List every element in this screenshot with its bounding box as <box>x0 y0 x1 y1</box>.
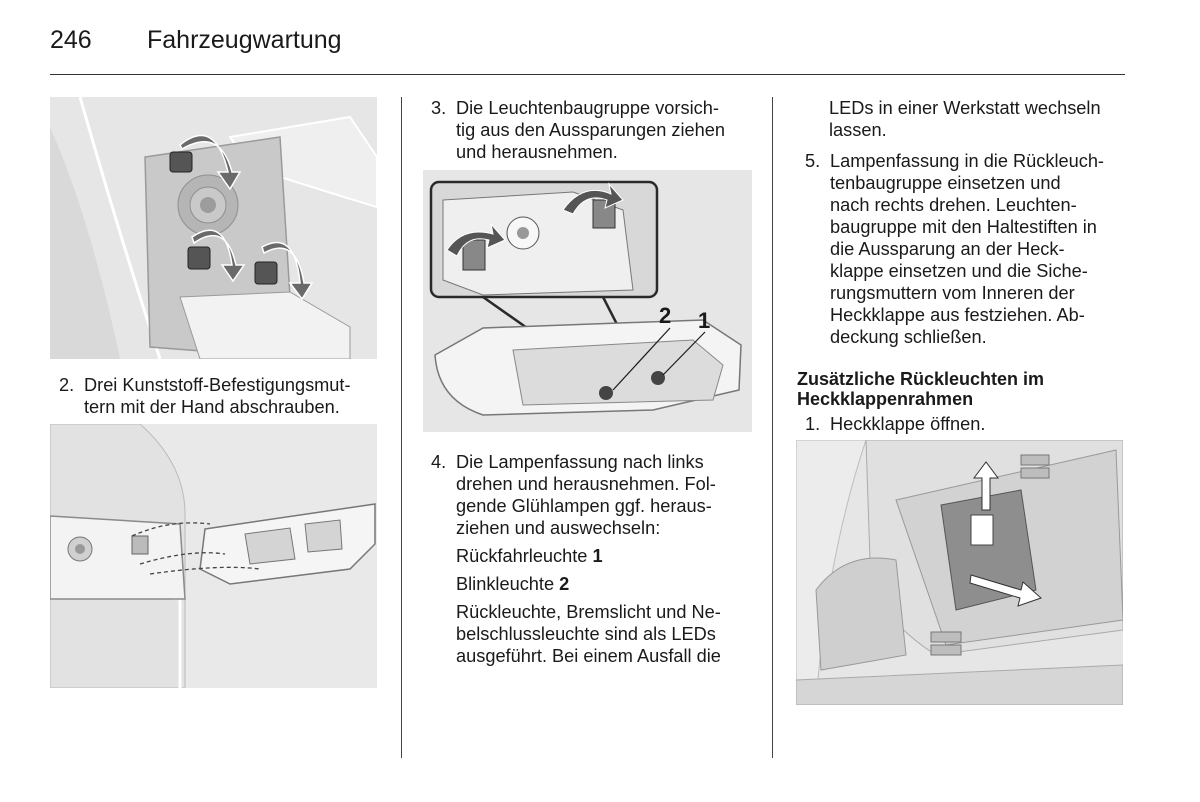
step-text-line: Die Leuchtenbaugruppe vorsich- <box>456 98 719 118</box>
note-line: lassen. <box>829 120 887 140</box>
step-text-line: gende Glühlampen ggf. heraus- <box>456 496 712 516</box>
step-number: 1. <box>805 414 821 434</box>
figure-trim-nuts <box>50 97 377 359</box>
step-text-line: rungsmuttern vom Inneren der <box>830 283 1075 303</box>
step-text-line: tenbaugruppe einsetzen und <box>830 173 1061 193</box>
step-number: 2. <box>59 375 75 395</box>
page-title: Fahrzeugwartung <box>147 26 342 54</box>
bulb-number: 1 <box>592 546 603 566</box>
step-text-line: Drei Kunststoff-Befestigungsmut- <box>84 375 351 395</box>
figure-lamp-removal <box>50 424 377 688</box>
led-note <box>456 601 766 667</box>
step-number: 5. <box>805 151 821 171</box>
step-text-line: Lampenfassung in die Rückleuch- <box>830 151 1104 171</box>
step-text-line: Die Lampenfassung nach links <box>456 452 704 472</box>
figure-label-1: 1 <box>698 308 711 333</box>
step-text-line: und herausnehmen. <box>456 142 618 162</box>
step-text-line: die Aussparung an der Heck- <box>830 239 1065 259</box>
step-number: 3. <box>431 98 447 118</box>
note-line: ausgeführt. Bei einem Ausfall die <box>456 646 721 666</box>
bulb-turn-signal <box>456 573 569 595</box>
section-heading <box>797 369 1127 409</box>
page-number: 246 <box>50 26 92 54</box>
figure-label-2: 2 <box>659 303 672 328</box>
bulb-name: Blinkleuchte <box>456 574 560 594</box>
step-text-line: tern mit der Hand abschrauben. <box>84 397 340 417</box>
column-divider-1 <box>401 97 402 758</box>
step-text-line: nach rechts drehen. Leuchten- <box>830 195 1077 215</box>
step-text-line: Heckklappe öffnen. <box>830 414 986 434</box>
column-divider-2 <box>772 97 773 758</box>
heading-line: Zusätzliche Rückleuchten im <box>797 369 1045 389</box>
bulb-name: Rückfahrleuchte <box>456 546 593 566</box>
header-rule <box>50 74 1125 75</box>
step-text-line: tig aus den Aussparungen ziehen <box>456 120 725 140</box>
step-text-line: Heckklappe aus festziehen. Ab- <box>830 305 1085 325</box>
step-text-line: ziehen und auswechseln: <box>456 518 661 538</box>
figure-tail-light-bulbs <box>423 170 752 432</box>
step-text-line: klappe einsetzen und die Siche- <box>830 261 1088 281</box>
note-line: belschlussleuchte sind als LEDs <box>456 624 716 644</box>
step-number: 4. <box>431 452 447 472</box>
step-text-line: drehen und herausnehmen. Fol- <box>456 474 716 494</box>
heading-line: Heckklappenrahmen <box>797 389 974 409</box>
note-line: Rückleuchte, Bremslicht und Ne- <box>456 602 721 622</box>
step-text-line: deckung schließen. <box>830 327 987 347</box>
bulb-reversing-light <box>456 545 603 567</box>
figure-tailgate-frame <box>796 440 1123 705</box>
bulb-number: 2 <box>559 574 570 594</box>
step-text-line: baugruppe mit den Haltestiften in <box>830 217 1097 237</box>
led-note-continued <box>829 97 1129 141</box>
note-line: LEDs in einer Werkstatt wechseln <box>829 98 1101 118</box>
